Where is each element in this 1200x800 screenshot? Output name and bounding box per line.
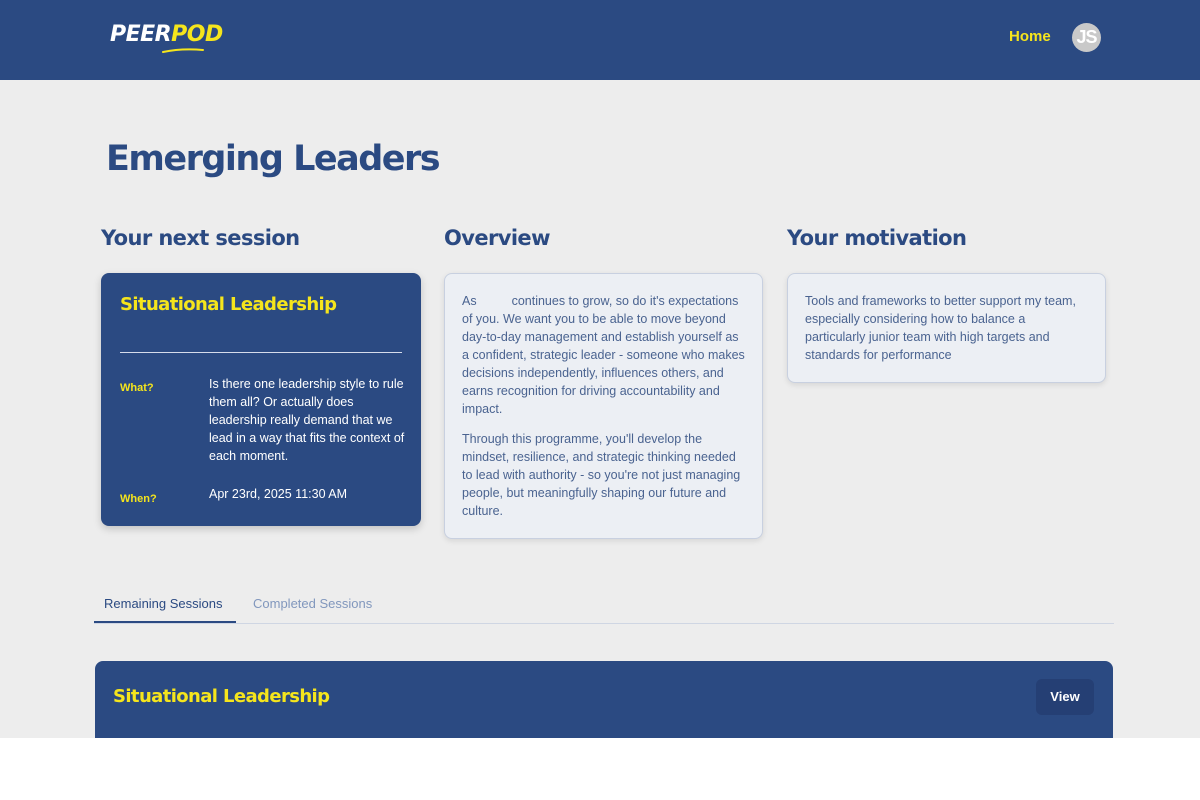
when-value: Apr 23rd, 2025 11:30 AM (209, 487, 348, 501)
logo-swoosh-icon (162, 48, 204, 54)
overview-paragraph-1 (462, 292, 745, 418)
session-list-item (95, 661, 1113, 738)
next-session-name: Situational Leadership (120, 294, 337, 315)
overview-card (444, 273, 763, 539)
overview-heading: Overview (444, 226, 550, 250)
user-avatar[interactable]: JS (1072, 23, 1101, 52)
view-session-button[interactable]: View (1036, 679, 1094, 715)
blank-area (0, 738, 1200, 800)
next-session-heading: Your next session (101, 226, 300, 250)
overview-paragraph-2: Through this programme, you'll develop the mindset, resilience, and strategic thinking needed to lead with authority - so you're not just managing people, but meaningfully shaping our future and culture. (462, 432, 741, 518)
logo-text-peer: PEER (110, 22, 172, 47)
what-value: Is there one leadership style to rule them all? Or actually does leadership really demand that we lead in a way that fits the context of each moment. (209, 377, 405, 463)
card-divider (120, 352, 402, 353)
tab-remaining-sessions[interactable]: Remaining Sessions (104, 596, 223, 611)
next-session-card (101, 273, 421, 526)
session-title: Situational Leadership (113, 686, 330, 707)
tab-completed-sessions[interactable]: Completed Sessions (253, 596, 373, 611)
peerpod-logo[interactable] (110, 22, 223, 48)
overview-para1-rest: continues to grow, so do it's expectations of you. We want you to be able to move beyond day-to-day management and establish yourself as a confident, strategic leader - someone who makes decisions independently, influences others, and earns recognition for driving accountability and impact. (462, 294, 745, 416)
page-title: Emerging Leaders (106, 139, 440, 179)
nav-home-link[interactable]: Home (1009, 28, 1051, 45)
tabs-divider (94, 623, 1114, 624)
motivation-text: Tools and frameworks to better support my team, especially considering how to balance a particularly junior team with high targets and standards for performance (805, 294, 1076, 362)
when-label: When? (120, 493, 157, 505)
motivation-heading: Your motivation (787, 226, 967, 250)
top-navigation-bar (0, 0, 1200, 80)
overview-para1-start: As (462, 294, 477, 308)
what-label: What? (120, 382, 154, 394)
active-tab-indicator (94, 621, 236, 623)
logo-text-pod: POD (171, 22, 223, 47)
motivation-card (787, 273, 1106, 383)
